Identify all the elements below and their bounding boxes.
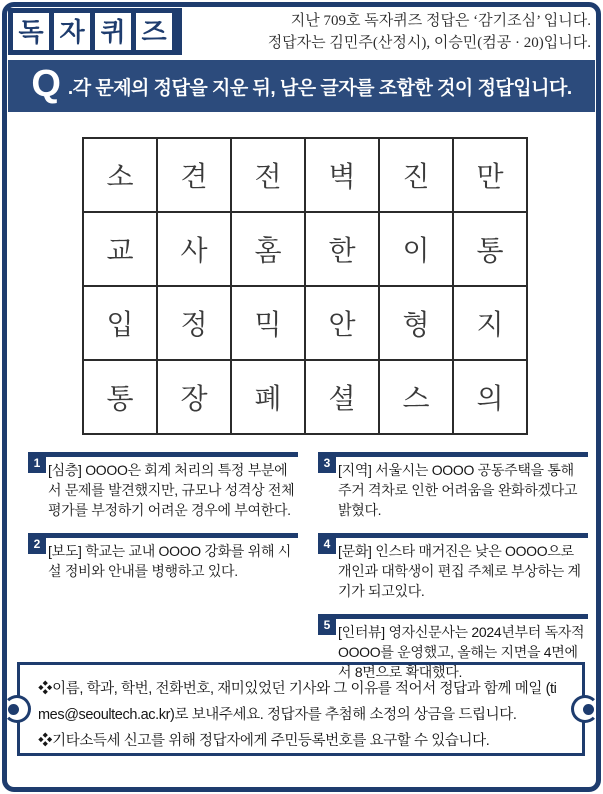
quiz-logo: [8, 8, 182, 55]
question-instruction: .각 문제의 정답을 지운 뒤, 남은 글자를 조합한 것이 정답입니다.: [67, 77, 572, 99]
grid-row: [83, 138, 527, 212]
grid-row: [83, 286, 527, 360]
grid-cell: 형: [379, 286, 453, 360]
clue-number: 1: [28, 452, 46, 473]
grid-cell: 진: [379, 138, 453, 212]
logo-char: 퀴: [100, 16, 126, 47]
clue-block-3: [318, 452, 588, 520]
notch-dot-icon: [583, 704, 594, 715]
grid-cell: 폐: [231, 360, 305, 434]
grid-cell: 셜: [305, 360, 379, 434]
grid-cell: 지: [453, 286, 527, 360]
clue-column-right: [318, 452, 588, 695]
logo-char: 자: [59, 16, 85, 47]
grid-cell: 이: [379, 212, 453, 286]
letter-grid: [82, 137, 528, 435]
grid-cell: 한: [305, 212, 379, 286]
grid-cell: 안: [305, 286, 379, 360]
clue-bar: [318, 452, 588, 457]
logo-char: 즈: [141, 16, 167, 47]
clue-text: [인터뷰] 영자신문사는 2024년부터 독자적 OOOO를 운영했고, 올해는 지면을 4면에서 8면으로 확대했다.: [338, 624, 585, 680]
grid-cell: 교: [83, 212, 157, 286]
clue-text: [지역] 서울시는 OOOO 공동주택을 통해 주거 격차로 인한 어려움을 완화하겠다고 밝혔다.: [338, 462, 578, 518]
grid-cell: 견: [157, 138, 231, 212]
grid-cell: 입: [83, 286, 157, 360]
submission-line2: ❖기타소득세 신고를 위해 정답자에게 주민등록번호를 요구할 수 있습니다.: [38, 733, 490, 749]
clue-column-left: [28, 452, 298, 594]
clue-number: 5: [318, 614, 336, 635]
clue-number: 3: [318, 452, 336, 473]
clue-bar: [318, 533, 588, 538]
logo-char-box: [95, 13, 131, 50]
notch-dot-icon: [8, 704, 19, 715]
clue-text: [문화] 인스타 매거진은 낮은 OOOO으로 개인과 대학생이 편집 주체로 부상하는 계기가 되고있다.: [338, 543, 581, 599]
grid-row: [83, 360, 527, 434]
grid-cell: 믹: [231, 286, 305, 360]
logo-char-box: [54, 13, 90, 50]
clue-number: 4: [318, 533, 336, 554]
grid-cell: 전: [231, 138, 305, 212]
clue-number: 2: [28, 533, 46, 554]
logo-char-box: [13, 13, 49, 50]
q-mark: Q: [31, 63, 61, 105]
grid-cell: 벽: [305, 138, 379, 212]
clue-block-1: [28, 452, 298, 520]
grid-cell: 스: [379, 360, 453, 434]
submission-instructions: [20, 665, 582, 754]
grid-cell: 소: [83, 138, 157, 212]
grid-cell: 장: [157, 360, 231, 434]
previous-answer-line1: 지난 709호 독자퀴즈 정답은 ‘감기조심’ 입니다.: [290, 13, 591, 29]
previous-answer-line2: 정답자는 김민주(산정시), 이승민(컴공 · 20)입니다.: [267, 35, 591, 51]
question-banner: [8, 60, 595, 112]
clue-bar: [318, 614, 588, 619]
clue-text: [심층] OOOO은 회계 처리의 특정 부분에서 문제를 발견했지만, 규모나 성격상 전체 평가를 부정하기 어려운 경우에 부여한다.: [48, 462, 295, 518]
grid-cell: 홈: [231, 212, 305, 286]
grid-cell: 의: [453, 360, 527, 434]
grid-cell: 만: [453, 138, 527, 212]
clue-text: [보도] 학교는 교내 OOOO 강화를 위해 시설 정비와 안내를 병행하고 있다.: [48, 543, 291, 579]
logo-char-box: [136, 13, 172, 50]
grid-row: [83, 212, 527, 286]
logo-char: 독: [18, 16, 44, 47]
grid-cell: 통: [453, 212, 527, 286]
previous-answer-text: [268, 10, 591, 54]
submission-box: [17, 662, 585, 756]
grid-cell: 사: [157, 212, 231, 286]
grid-cell: 정: [157, 286, 231, 360]
clue-block-2: [28, 533, 298, 581]
grid-cell: 통: [83, 360, 157, 434]
submission-line1: ❖이름, 학과, 학번, 전화번호, 재미있었던 기사와 그 이유를 적어서 정답과 함께 메일 (times@seoultech.ac.kr)로 보내주세요. 정답자를 추첨해 소정의 상금을 드립니다.: [38, 681, 557, 723]
clue-block-4: [318, 533, 588, 601]
clue-bar: [28, 533, 298, 538]
clue-bar: [28, 452, 298, 457]
